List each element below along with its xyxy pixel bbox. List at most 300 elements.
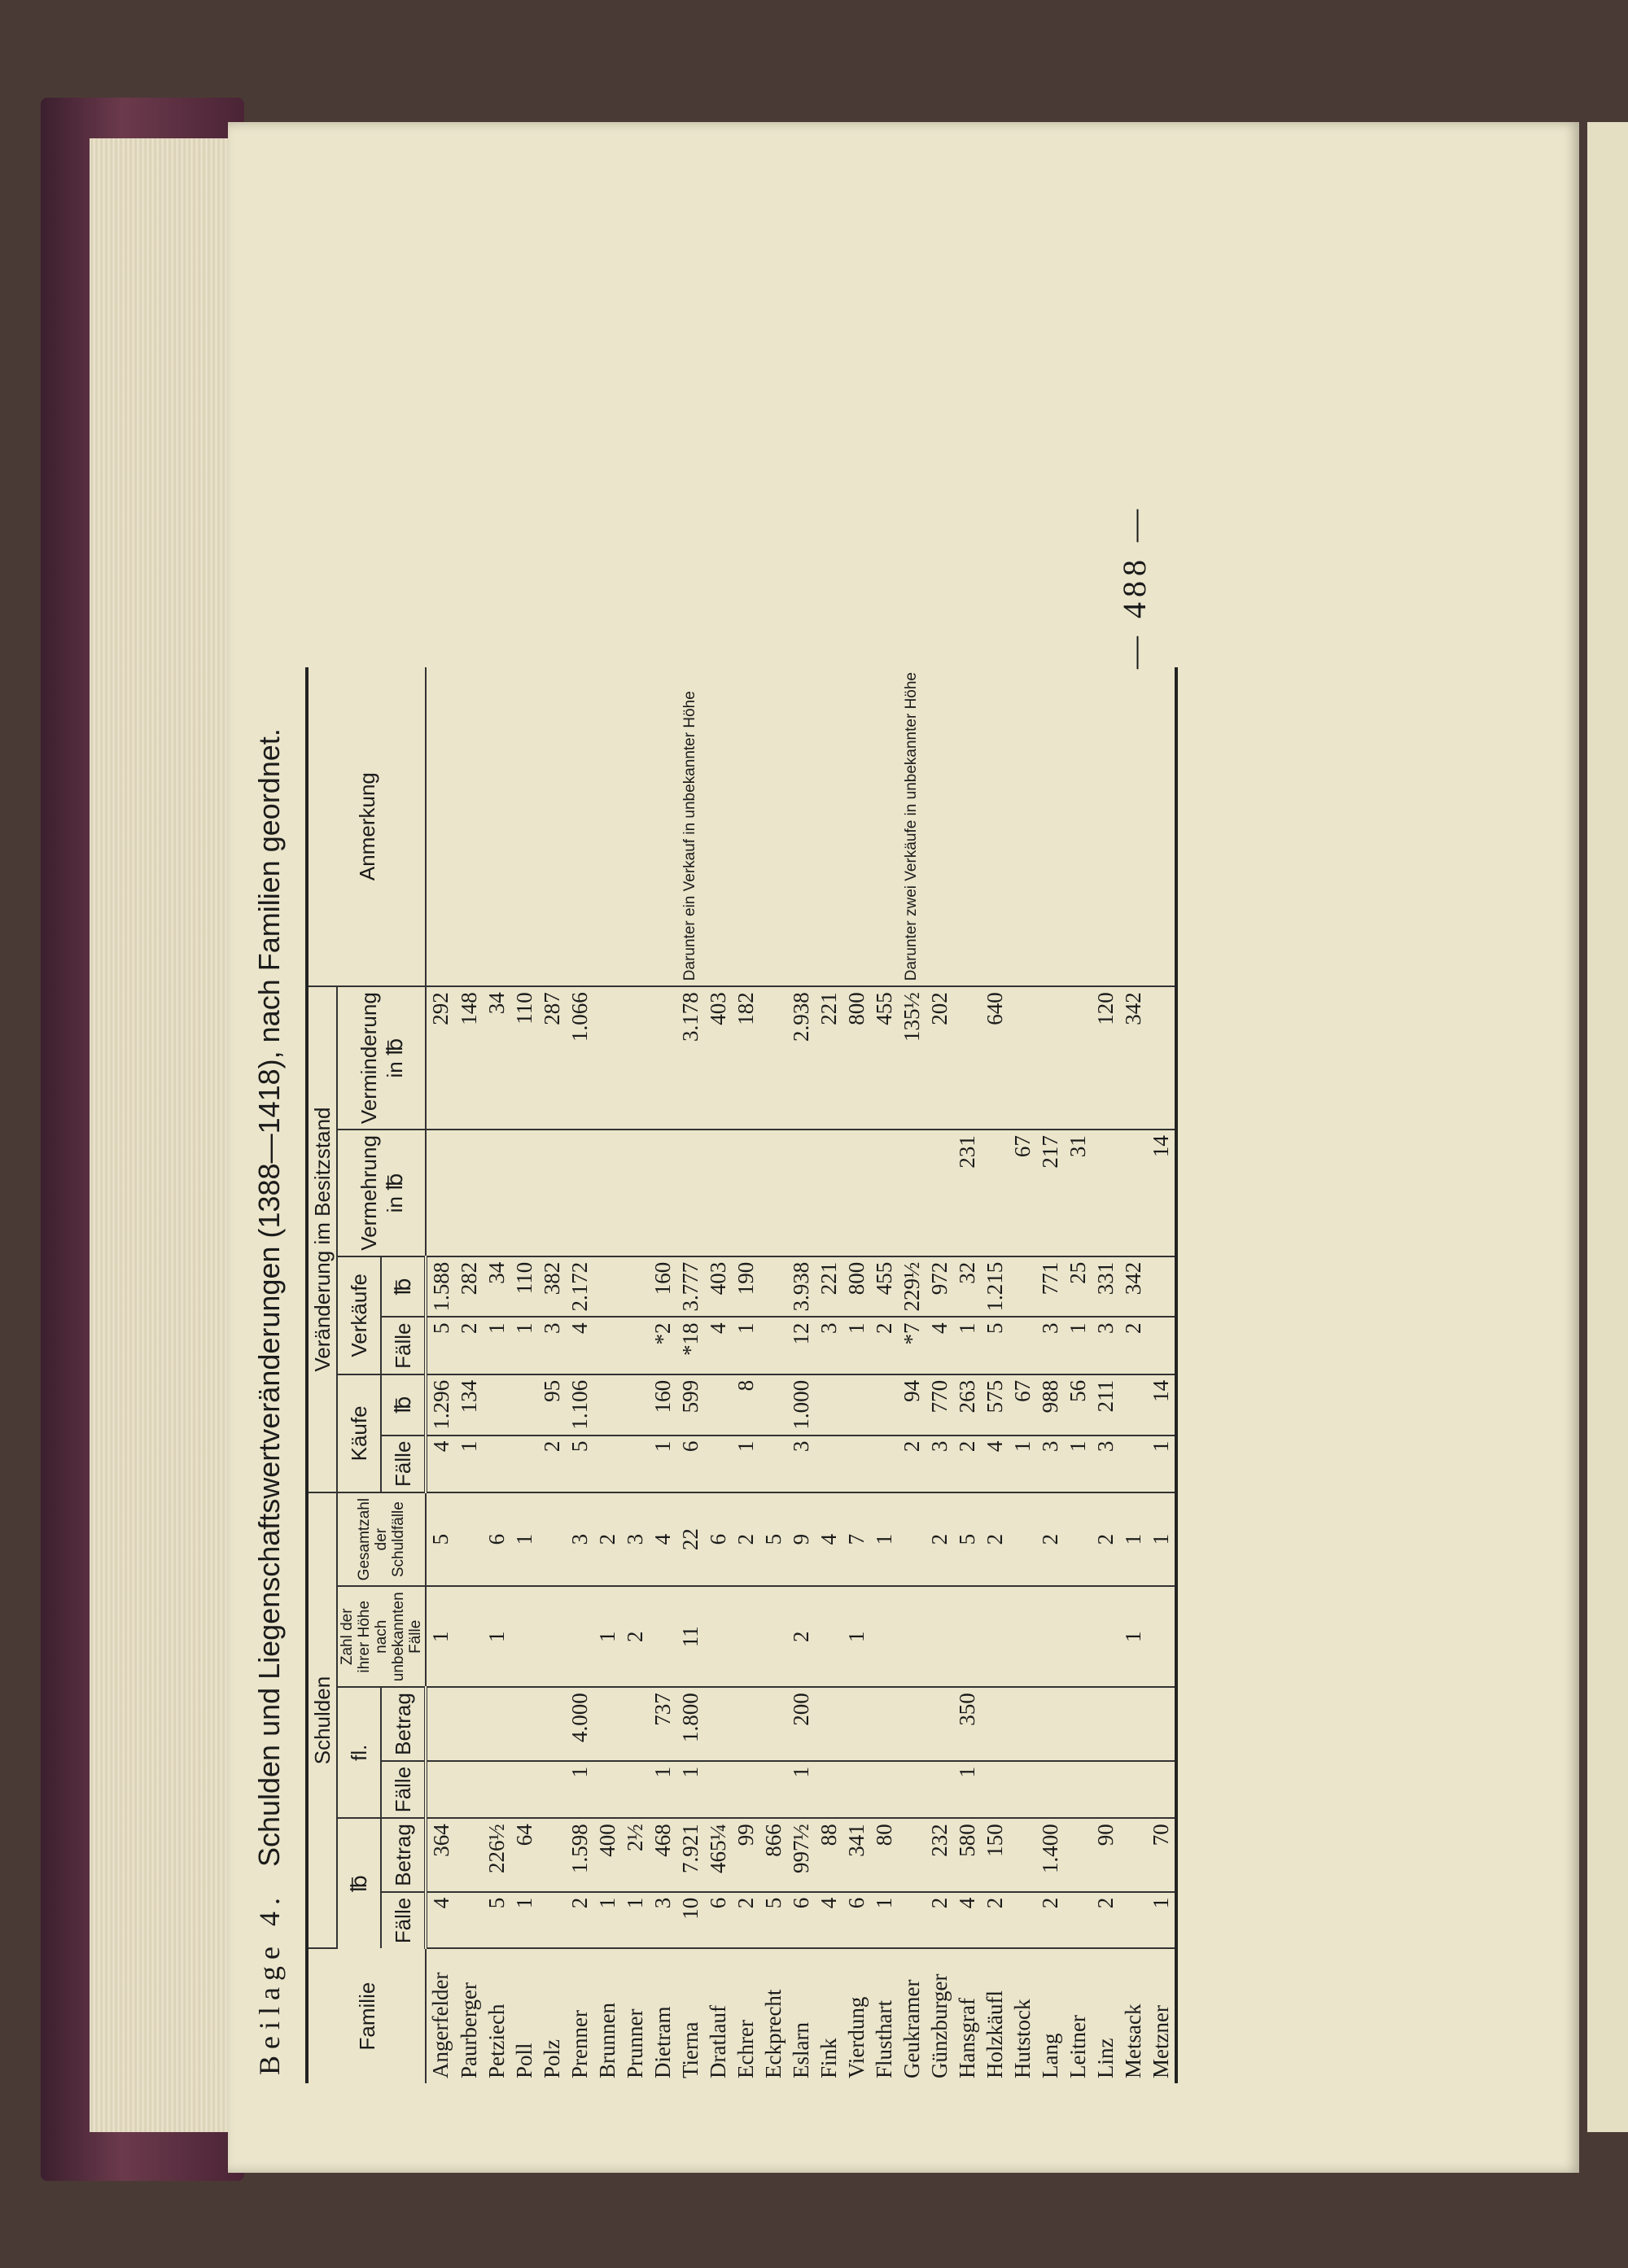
fl-faelle: 1 bbox=[676, 1761, 704, 1818]
anmerkung-text bbox=[1009, 667, 1036, 986]
kaeufe-betrag: 94 bbox=[898, 1374, 926, 1436]
unbekannt-count: 1 bbox=[1119, 1586, 1147, 1687]
header-kaeufe: Käufe bbox=[337, 1374, 381, 1492]
kaeufe-faelle: 1 bbox=[455, 1436, 483, 1492]
title-lead: Beilage 4. bbox=[253, 1891, 286, 2075]
schulden-faelle: 4 bbox=[426, 1892, 455, 1948]
verkaeufe-betrag: 34 bbox=[483, 1256, 510, 1318]
verkaeufe-betrag: 229½ bbox=[898, 1256, 926, 1318]
verkaeufe-betrag: 221 bbox=[815, 1256, 842, 1318]
kaeufe-betrag: 95 bbox=[538, 1374, 566, 1436]
kaeufe-faelle: 1 bbox=[1064, 1436, 1092, 1492]
vermehrung-value bbox=[1119, 1130, 1147, 1256]
vermehrung-value bbox=[510, 1130, 538, 1256]
kaeufe-betrag bbox=[510, 1374, 538, 1436]
header-veraenderung: Veränderung im Besitzstand bbox=[307, 986, 337, 1492]
family-name: Hutstock bbox=[1010, 1999, 1035, 2078]
verkaeufe-betrag: 282 bbox=[455, 1256, 483, 1318]
family-name: Hansgraf bbox=[955, 1998, 979, 2078]
fl-betrag bbox=[981, 1687, 1009, 1761]
family-name: Eslarn bbox=[789, 2022, 813, 2078]
schulden-betrag: 866 bbox=[759, 1818, 787, 1892]
gesamt-count: 2 bbox=[1092, 1492, 1119, 1586]
fl-betrag bbox=[704, 1687, 732, 1761]
unbekannt-count bbox=[566, 1586, 593, 1687]
schulden-faelle: 2 bbox=[566, 1892, 593, 1948]
family-name: Metsack bbox=[1121, 2004, 1145, 2078]
header-pfund: ℔ bbox=[381, 1256, 426, 1318]
kaeufe-betrag: 134 bbox=[455, 1374, 483, 1436]
header-faelle: Fälle bbox=[381, 1317, 426, 1374]
vermehrung-value bbox=[1092, 1130, 1119, 1256]
fl-faelle: 1 bbox=[787, 1761, 815, 1818]
verkaeufe-faelle bbox=[1147, 1317, 1176, 1374]
kaeufe-faelle: 1 bbox=[732, 1436, 759, 1492]
gesamt-count: 22 bbox=[676, 1492, 704, 1586]
verminderung-value: 640 bbox=[981, 986, 1009, 1130]
fl-betrag bbox=[732, 1687, 759, 1761]
schulden-faelle: 5 bbox=[759, 1892, 787, 1948]
family-name: Prenner bbox=[567, 2010, 592, 2078]
gesamt-count: 5 bbox=[759, 1492, 787, 1586]
kaeufe-betrag: 160 bbox=[649, 1374, 676, 1436]
schulden-betrag bbox=[1064, 1818, 1092, 1892]
family-name: Petziech bbox=[484, 2004, 509, 2078]
verminderung-value: 1.066 bbox=[566, 986, 593, 1130]
unbekannt-count: 1 bbox=[483, 1586, 510, 1687]
unbekannt-count bbox=[759, 1586, 787, 1687]
schulden-faelle: 4 bbox=[953, 1892, 981, 1948]
verkaeufe-faelle: *18 bbox=[676, 1317, 704, 1374]
schulden-faelle: 10 bbox=[676, 1892, 704, 1948]
anmerkung-text bbox=[621, 667, 649, 986]
family-name: Paurberger bbox=[457, 1982, 481, 2078]
kaeufe-faelle bbox=[1119, 1436, 1147, 1492]
verminderung-value: 342 bbox=[1119, 986, 1147, 1130]
kaeufe-faelle: 6 bbox=[676, 1436, 704, 1492]
verkaeufe-faelle: 4 bbox=[704, 1317, 732, 1374]
header-betrag: Betrag bbox=[381, 1818, 426, 1892]
fl-betrag bbox=[898, 1687, 926, 1761]
vermehrung-value bbox=[981, 1130, 1009, 1256]
gesamt-count: 1 bbox=[1147, 1492, 1176, 1586]
table-row bbox=[483, 667, 510, 2083]
fl-betrag bbox=[1064, 1687, 1092, 1761]
verkaeufe-betrag: 455 bbox=[870, 1256, 898, 1318]
gesamt-count: 6 bbox=[483, 1492, 510, 1586]
kaeufe-betrag: 1.106 bbox=[566, 1374, 593, 1436]
verkaeufe-faelle: 2 bbox=[455, 1317, 483, 1374]
fl-faelle bbox=[1147, 1761, 1176, 1818]
unbekannt-count bbox=[704, 1586, 732, 1687]
vermehrung-value: 67 bbox=[1009, 1130, 1036, 1256]
table-row bbox=[538, 667, 566, 2083]
verminderung-value: 221 bbox=[815, 986, 842, 1130]
schulden-betrag: 1.400 bbox=[1036, 1818, 1064, 1892]
fl-faelle bbox=[732, 1761, 759, 1818]
table-row bbox=[1064, 667, 1092, 2083]
unbekannt-count bbox=[1147, 1586, 1176, 1687]
kaeufe-faelle: 4 bbox=[426, 1436, 455, 1492]
gesamt-count: 5 bbox=[426, 1492, 455, 1586]
unbekannt-count bbox=[538, 1586, 566, 1687]
gesamt-count: 2 bbox=[981, 1492, 1009, 1586]
table-row bbox=[1009, 667, 1036, 2083]
vermehrung-value bbox=[732, 1130, 759, 1256]
kaeufe-betrag: 263 bbox=[953, 1374, 981, 1436]
unbekannt-count bbox=[732, 1586, 759, 1687]
anmerkung-text bbox=[981, 667, 1009, 986]
family-name: Dietram bbox=[650, 2006, 675, 2078]
verkaeufe-betrag bbox=[1147, 1256, 1176, 1318]
fl-betrag bbox=[621, 1687, 649, 1761]
family-name: Echrer bbox=[733, 2020, 758, 2078]
kaeufe-betrag bbox=[593, 1374, 621, 1436]
schulden-betrag: 364 bbox=[426, 1818, 455, 1892]
fl-betrag bbox=[1036, 1687, 1064, 1761]
schulden-faelle: 1 bbox=[510, 1892, 538, 1948]
table-row bbox=[510, 667, 538, 2083]
header-schulden: Schulden bbox=[307, 1492, 337, 1948]
verminderung-value bbox=[1147, 986, 1176, 1130]
verkaeufe-faelle: 5 bbox=[981, 1317, 1009, 1374]
verminderung-value: 287 bbox=[538, 986, 566, 1130]
table-row bbox=[953, 667, 981, 2083]
kaeufe-faelle: 1 bbox=[1009, 1436, 1036, 1492]
verkaeufe-betrag: 972 bbox=[926, 1256, 953, 1318]
schulden-betrag bbox=[538, 1818, 566, 1892]
kaeufe-faelle bbox=[704, 1436, 732, 1492]
schulden-betrag: 2½ bbox=[621, 1818, 649, 1892]
kaeufe-faelle: 1 bbox=[1147, 1436, 1176, 1492]
gesamt-count: 4 bbox=[815, 1492, 842, 1586]
verkaeufe-faelle: 5 bbox=[426, 1317, 455, 1374]
gesamt-count bbox=[455, 1492, 483, 1586]
table-row bbox=[1036, 667, 1064, 2083]
table-row bbox=[759, 667, 787, 2083]
verkaeufe-betrag: 382 bbox=[538, 1256, 566, 1318]
schulden-faelle bbox=[1009, 1892, 1036, 1948]
vermehrung-value bbox=[815, 1130, 842, 1256]
kaeufe-faelle: 4 bbox=[981, 1436, 1009, 1492]
fl-faelle bbox=[510, 1761, 538, 1818]
schulden-betrag: 997½ bbox=[787, 1818, 815, 1892]
kaeufe-betrag bbox=[483, 1374, 510, 1436]
schulden-faelle: 4 bbox=[815, 1892, 842, 1948]
gesamt-count: 3 bbox=[621, 1492, 649, 1586]
vermehrung-value bbox=[621, 1130, 649, 1256]
verminderung-value: 800 bbox=[842, 986, 870, 1130]
unbekannt-count: 1 bbox=[426, 1586, 455, 1687]
verminderung-value bbox=[593, 986, 621, 1130]
unbekannt-count bbox=[815, 1586, 842, 1687]
verminderung-value: 120 bbox=[1092, 986, 1119, 1130]
verminderung-value bbox=[953, 986, 981, 1130]
schulden-faelle: 2 bbox=[926, 1892, 953, 1948]
verminderung-value: 34 bbox=[483, 986, 510, 1130]
verkaeufe-faelle: 3 bbox=[815, 1317, 842, 1374]
kaeufe-faelle: 3 bbox=[1036, 1436, 1064, 1492]
table-row bbox=[870, 667, 898, 2083]
anmerkung-text bbox=[926, 667, 953, 986]
fl-faelle bbox=[815, 1761, 842, 1818]
fl-betrag: 1.800 bbox=[676, 1687, 704, 1761]
family-name: Polz bbox=[540, 2039, 564, 2078]
fl-faelle bbox=[483, 1761, 510, 1818]
schulden-faelle: 2 bbox=[1036, 1892, 1064, 1948]
vermehrung-value: 31 bbox=[1064, 1130, 1092, 1256]
vermehrung-value bbox=[593, 1130, 621, 1256]
schulden-betrag bbox=[1009, 1818, 1036, 1892]
fl-faelle: 1 bbox=[649, 1761, 676, 1818]
table-row bbox=[1092, 667, 1119, 2083]
data-table bbox=[305, 667, 1178, 2083]
family-name: Eckprecht bbox=[761, 1989, 786, 2078]
vermehrung-value bbox=[787, 1130, 815, 1256]
header-fl: fl. bbox=[337, 1687, 381, 1818]
kaeufe-betrag bbox=[621, 1374, 649, 1436]
unbekannt-count: 11 bbox=[676, 1586, 704, 1687]
vermehrung-value bbox=[649, 1130, 676, 1256]
anmerkung-text bbox=[787, 667, 815, 986]
table-row bbox=[1119, 667, 1147, 2083]
schulden-betrag: 232 bbox=[926, 1818, 953, 1892]
schulden-faelle bbox=[1119, 1892, 1147, 1948]
table-row bbox=[815, 667, 842, 2083]
schulden-betrag bbox=[1119, 1818, 1147, 1892]
table-row bbox=[842, 667, 870, 2083]
verminderung-value: 292 bbox=[426, 986, 455, 1130]
anmerkung-text bbox=[1119, 667, 1147, 986]
anmerkung-text bbox=[1036, 667, 1064, 986]
schulden-betrag: 150 bbox=[981, 1818, 1009, 1892]
unbekannt-count bbox=[981, 1586, 1009, 1687]
kaeufe-faelle bbox=[870, 1436, 898, 1492]
header-verminderung: Verminderung in ℔ bbox=[337, 986, 426, 1130]
family-name: Fink bbox=[816, 2038, 841, 2078]
verkaeufe-faelle: 3 bbox=[1036, 1317, 1064, 1374]
verkaeufe-faelle: *2 bbox=[649, 1317, 676, 1374]
vermehrung-value bbox=[426, 1130, 455, 1256]
verkaeufe-betrag: 331 bbox=[1092, 1256, 1119, 1318]
kaeufe-faelle bbox=[759, 1436, 787, 1492]
page-number: — 488 — bbox=[1116, 505, 1153, 669]
kaeufe-faelle bbox=[842, 1436, 870, 1492]
fl-faelle bbox=[426, 1761, 455, 1818]
anmerkung-text bbox=[953, 667, 981, 986]
anmerkung-text bbox=[593, 667, 621, 986]
verkaeufe-faelle bbox=[621, 1317, 649, 1374]
schulden-faelle: 2 bbox=[732, 1892, 759, 1948]
gesamt-count bbox=[538, 1492, 566, 1586]
table-row bbox=[426, 667, 455, 2083]
verkaeufe-faelle: 3 bbox=[538, 1317, 566, 1374]
anmerkung-text bbox=[566, 667, 593, 986]
anmerkung-text: Darunter ein Verkauf in unbekannter Höhe bbox=[676, 667, 704, 986]
verminderung-value bbox=[649, 986, 676, 1130]
kaeufe-faelle: 2 bbox=[898, 1436, 926, 1492]
fl-betrag: 4.000 bbox=[566, 1687, 593, 1761]
gesamt-count: 9 bbox=[787, 1492, 815, 1586]
table-row bbox=[704, 667, 732, 2083]
schulden-betrag: 7.921 bbox=[676, 1818, 704, 1892]
header-betrag: Betrag bbox=[381, 1687, 426, 1761]
verkaeufe-betrag: 190 bbox=[732, 1256, 759, 1318]
unbekannt-count bbox=[1036, 1586, 1064, 1687]
unbekannt-count: 2 bbox=[787, 1586, 815, 1687]
verkaeufe-betrag bbox=[1009, 1256, 1036, 1318]
table-row bbox=[621, 667, 649, 2083]
header-verkaeufe: Verkäufe bbox=[337, 1256, 381, 1374]
verkaeufe-betrag: 3.777 bbox=[676, 1256, 704, 1318]
verkaeufe-betrag: 800 bbox=[842, 1256, 870, 1318]
fl-betrag bbox=[1009, 1687, 1036, 1761]
verminderung-value: 148 bbox=[455, 986, 483, 1130]
verkaeufe-faelle: 3 bbox=[1092, 1317, 1119, 1374]
unbekannt-count bbox=[926, 1586, 953, 1687]
gesamt-count: 1 bbox=[1119, 1492, 1147, 1586]
vermehrung-value bbox=[842, 1130, 870, 1256]
kaeufe-faelle: 2 bbox=[953, 1436, 981, 1492]
kaeufe-betrag: 575 bbox=[981, 1374, 1009, 1436]
kaeufe-faelle bbox=[593, 1436, 621, 1492]
header-pfund: ℔ bbox=[337, 1818, 381, 1948]
fl-faelle bbox=[759, 1761, 787, 1818]
gesamt-count: 2 bbox=[593, 1492, 621, 1586]
unbekannt-count bbox=[870, 1586, 898, 1687]
vermehrung-value: 231 bbox=[953, 1130, 981, 1256]
schulden-betrag: 99 bbox=[732, 1818, 759, 1892]
verminderung-value bbox=[1064, 986, 1092, 1130]
schulden-faelle bbox=[1064, 1892, 1092, 1948]
fl-betrag bbox=[1119, 1687, 1147, 1761]
verkaeufe-faelle: 4 bbox=[566, 1317, 593, 1374]
schulden-faelle bbox=[898, 1892, 926, 1948]
next-page-edge bbox=[1587, 122, 1628, 2132]
schulden-betrag: 341 bbox=[842, 1818, 870, 1892]
unbekannt-count: 2 bbox=[621, 1586, 649, 1687]
verkaeufe-betrag: 25 bbox=[1064, 1256, 1092, 1318]
header-familie: Familie bbox=[307, 1948, 426, 2083]
anmerkung-text bbox=[1092, 667, 1119, 986]
fl-faelle bbox=[1092, 1761, 1119, 1818]
fl-betrag bbox=[842, 1687, 870, 1761]
kaeufe-betrag bbox=[815, 1374, 842, 1436]
family-name: Vierdung bbox=[844, 1996, 869, 2078]
book-page bbox=[228, 122, 1579, 2173]
kaeufe-faelle bbox=[510, 1436, 538, 1492]
kaeufe-betrag: 988 bbox=[1036, 1374, 1064, 1436]
table-row bbox=[649, 667, 676, 2083]
schulden-faelle bbox=[538, 1892, 566, 1948]
schulden-faelle: 1 bbox=[870, 1892, 898, 1948]
schulden-betrag: 226½ bbox=[483, 1818, 510, 1892]
schulden-betrag: 400 bbox=[593, 1818, 621, 1892]
header-anmerkung: Anmerkung bbox=[307, 667, 426, 986]
kaeufe-faelle bbox=[621, 1436, 649, 1492]
fl-betrag bbox=[538, 1687, 566, 1761]
verminderung-value bbox=[1009, 986, 1036, 1130]
kaeufe-betrag: 56 bbox=[1064, 1374, 1092, 1436]
gesamt-count: 2 bbox=[1036, 1492, 1064, 1586]
schulden-betrag: 465¼ bbox=[704, 1818, 732, 1892]
verminderung-value: 2.938 bbox=[787, 986, 815, 1130]
vermehrung-value: 14 bbox=[1147, 1130, 1176, 1256]
schulden-faelle: 1 bbox=[593, 1892, 621, 1948]
vermehrung-value bbox=[898, 1130, 926, 1256]
kaeufe-faelle: 3 bbox=[787, 1436, 815, 1492]
gesamt-count: 2 bbox=[926, 1492, 953, 1586]
fl-betrag bbox=[455, 1687, 483, 1761]
verkaeufe-faelle: 1 bbox=[842, 1317, 870, 1374]
gesamt-count bbox=[898, 1492, 926, 1586]
verkaeufe-faelle: 4 bbox=[926, 1317, 953, 1374]
kaeufe-betrag: 14 bbox=[1147, 1374, 1176, 1436]
schulden-betrag: 1.598 bbox=[566, 1818, 593, 1892]
kaeufe-faelle bbox=[483, 1436, 510, 1492]
fl-betrag: 350 bbox=[953, 1687, 981, 1761]
unbekannt-count bbox=[1092, 1586, 1119, 1687]
anmerkung-text bbox=[759, 667, 787, 986]
fl-faelle bbox=[898, 1761, 926, 1818]
vermehrung-value bbox=[704, 1130, 732, 1256]
unbekannt-count bbox=[1064, 1586, 1092, 1687]
kaeufe-faelle: 3 bbox=[1092, 1436, 1119, 1492]
fl-betrag bbox=[1092, 1687, 1119, 1761]
verkaeufe-betrag: 160 bbox=[649, 1256, 676, 1318]
anmerkung-text bbox=[842, 667, 870, 986]
schulden-betrag: 70 bbox=[1147, 1818, 1176, 1892]
verkaeufe-betrag: 110 bbox=[510, 1256, 538, 1318]
kaeufe-faelle bbox=[815, 1436, 842, 1492]
header-pfund: ℔ bbox=[381, 1374, 426, 1436]
header-vermehrung: Vermehrung in ℔ bbox=[337, 1130, 426, 1256]
header-faelle: Fälle bbox=[381, 1892, 426, 1948]
family-name: Dratlauf bbox=[706, 2005, 730, 2078]
family-name: Prunner bbox=[623, 2008, 647, 2078]
unbekannt-count bbox=[953, 1586, 981, 1687]
header-faelle: Fälle bbox=[381, 1761, 426, 1818]
anmerkung-text bbox=[538, 667, 566, 986]
fl-faelle bbox=[842, 1761, 870, 1818]
verkaeufe-faelle: 1 bbox=[732, 1317, 759, 1374]
table-row bbox=[787, 667, 815, 2083]
verkaeufe-betrag: 403 bbox=[704, 1256, 732, 1318]
verkaeufe-faelle bbox=[1009, 1317, 1036, 1374]
verminderung-value: 135½ bbox=[898, 986, 926, 1130]
fl-betrag bbox=[815, 1687, 842, 1761]
schulden-faelle: 2 bbox=[981, 1892, 1009, 1948]
fl-faelle bbox=[704, 1761, 732, 1818]
verkaeufe-betrag: 2.172 bbox=[566, 1256, 593, 1318]
schulden-faelle: 6 bbox=[704, 1892, 732, 1948]
verkaeufe-faelle: 1 bbox=[483, 1317, 510, 1374]
gesamt-count bbox=[1064, 1492, 1092, 1586]
unbekannt-count bbox=[1009, 1586, 1036, 1687]
schulden-betrag bbox=[455, 1818, 483, 1892]
family-name: Angerfelder bbox=[428, 1972, 453, 2078]
kaeufe-faelle: 5 bbox=[566, 1436, 593, 1492]
gesamt-count: 4 bbox=[649, 1492, 676, 1586]
fl-faelle bbox=[1064, 1761, 1092, 1818]
title-text: Schulden und Liegenschaftswertveränderungen (1388—1418), nach Familien geordnet. bbox=[252, 728, 286, 1868]
table-row bbox=[1147, 667, 1176, 2083]
kaeufe-betrag bbox=[1119, 1374, 1147, 1436]
anmerkung-text bbox=[455, 667, 483, 986]
kaeufe-faelle: 2 bbox=[538, 1436, 566, 1492]
verkaeufe-betrag: 1.215 bbox=[981, 1256, 1009, 1318]
anmerkung-text bbox=[649, 667, 676, 986]
